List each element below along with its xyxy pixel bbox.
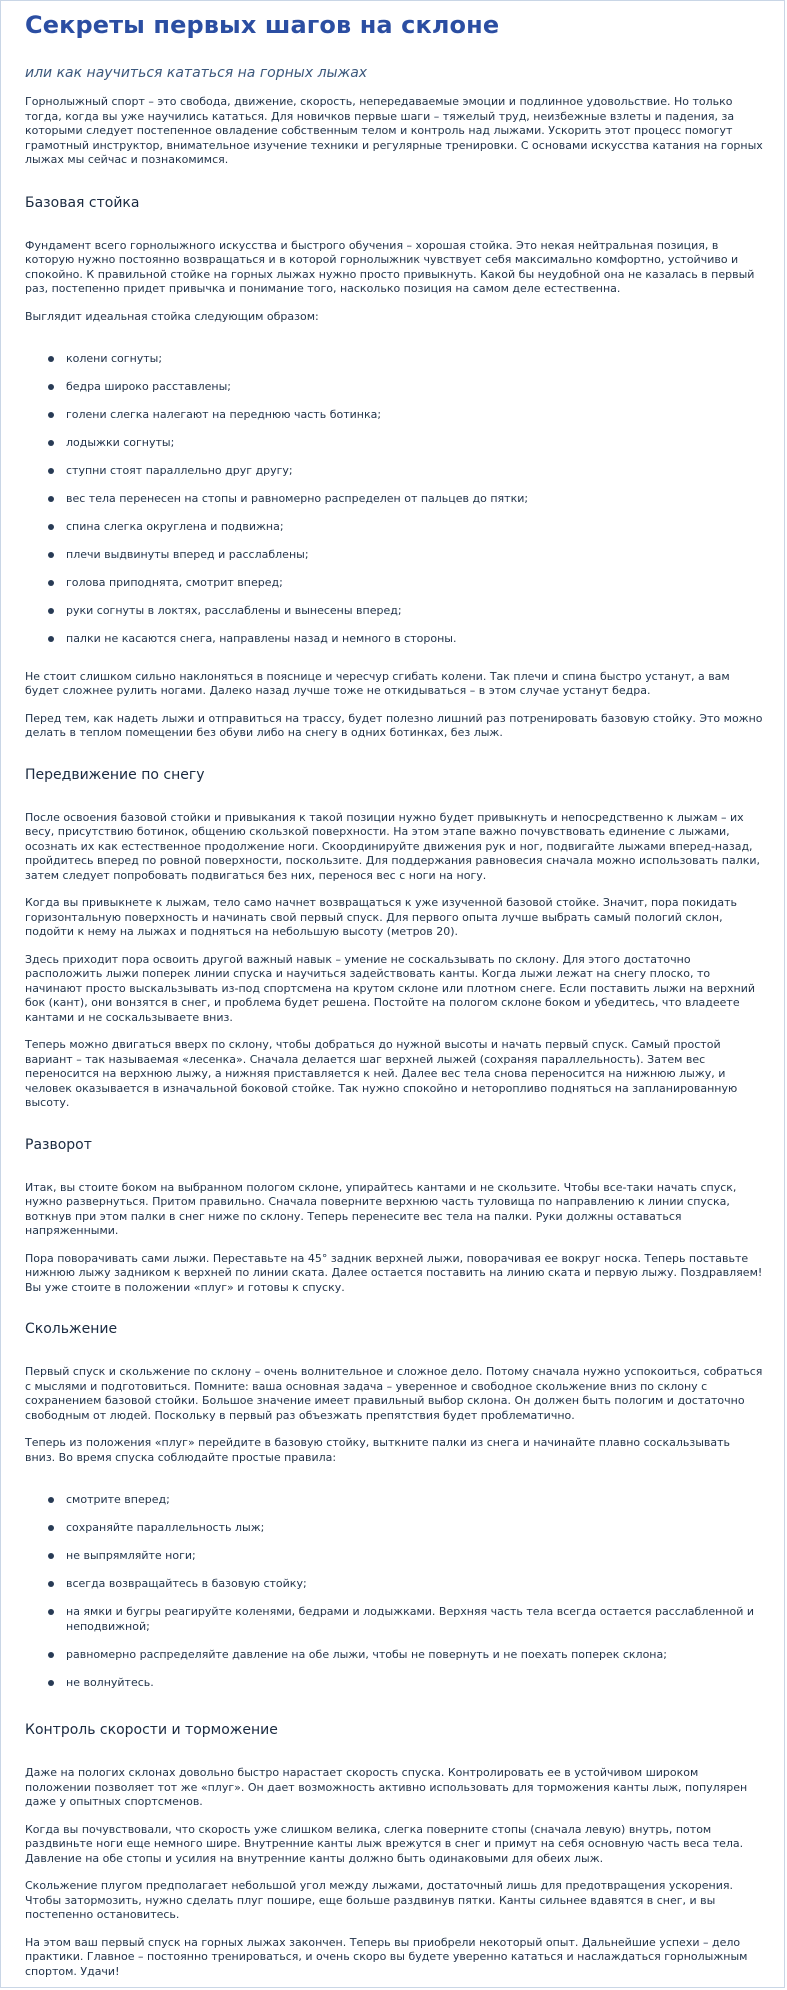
paragraph: Фундамент всего горнолыжного искусства и быстрого обучения – хорошая стойка. Это некая нейтральная позиция, в которую нужно постоянно возвращаться и в которой горнолыжник чувствует себя максимально комфортно, устойчиво и спокойно. К правильной стойке на горных лыжах нужно просто привыкнуть. Какой бы неудобной она не казалась в первый раз, постепенно придет привычка и понимание того, насколько позиция на самом деле естественна. xyxy=(25,238,755,295)
paragraph: Не стоит слишком сильно наклоняться в пояснице и чересчур сгибать колени. Так плечи и спина быстро устанут, а вам будет сложнее рулить ногами. Далеко назад лучше тоже не откидываться – в этом случае устанут бедра. xyxy=(25,669,730,697)
page-subtitle: или как научиться кататься на горных лыжах xyxy=(25,65,368,81)
paragraph: На этом ваш первый спуск на горных лыжах закончен. Теперь вы приобрели некоторый опыт. Дальнейшие успехи – дело практики. Главное – постоянно тренироваться, и очень скоро вы будете уверенно кататься и наслаждаться горнолыжным спортом. Удачи! xyxy=(25,1935,748,1978)
paragraph: Теперь из положения «плуг» перейдите в базовую стойку, выткните палки из снега и начинайте плавно соскальзывать вниз. Во время спуска соблюдайте простые правила: xyxy=(25,1436,731,1464)
paragraph: Скольжение плугом предполагает небольшой угол между лыжами, достаточный лишь для предотвращения ускорения. Чтобы затормозить, нужно сделать плуг пошире, еще больше раздвинув пятки. Канты сильнее вдавятся в снег, и вы постепенно остановитесь. xyxy=(25,1879,733,1921)
list-item: не волнуйтесь. xyxy=(63,1676,763,1691)
paragraph: Здесь приходит пора освоить другой важный навык – умение не соскальзывать по склону. Для этого достаточно расположить лыжи поперек линии спуска и научиться задействовать канты. Когда лыжи лежат на снегу плоско, то начинают просто выскальзывать из-под спортсмена на крутом склоне или плотном снеге. Если поставить лыжи на верхний бок (кант), они вонзятся в снег, и проблема будет решена. Постойте на пологом склоне боком и убедитесь, что владеете кантами и не соскальзываете вниз. xyxy=(25,952,756,1024)
list-item: смотрите вперед; xyxy=(63,1493,763,1508)
paragraph: Когда вы привыкнете к лыжам, тело само начнет возвращаться к уже изученной базовой стойке. Значит, пора покидать горизонтальную поверхность и начинать свой первый спуск. Для первого опыта лучше выбрать самый пологий склон, подойти к нему на лыжах и подняться на небольшую высоту (метров 20). xyxy=(25,896,738,938)
list-item: колени согнуты; xyxy=(63,352,763,367)
list-item: голени слегка налегают на переднюю часть ботинка; xyxy=(63,408,763,423)
stance-list xyxy=(25,352,763,647)
section-heading-glide: Скольжение xyxy=(25,1321,118,1337)
list-item: плечи выдвинуты вперед и расслаблены; xyxy=(63,548,763,563)
section-heading-braking: Контроль скорости и торможение xyxy=(25,1722,278,1738)
page-title: Секреты первых шагов на склоне xyxy=(25,11,500,39)
section-heading-movement: Передвижение по снегу xyxy=(25,766,205,783)
intro-paragraph: Горнолыжный спорт – это свобода, движение, скорость, непередаваемые эмоции и подлинное удовольствие. Но только тогда, когда вы уже научились кататься. Для новичков первые шаги – тяжелый труд, неизбежные взлеты и падения, за которыми следует постепенное овладение собственным телом и контроль над лыжами. Ускорить этот процесс помогут грамотный инструктор, внимательное изучение техники и регулярные тренировки. С основами искусства катания на горных лыжах мы сейчас и познакомимся. xyxy=(25,95,763,166)
paragraph: Итак, вы стоите боком на выбранном пологом склоне, упирайтесь кантами и не скользите. Чтобы все-таки начать спуск, нужно развернуться. Притом правильно. Сначала поверните верхнюю часть туловища по направлению к линии спуска, воткнув при этом палки в снег ниже по склону. Теперь перенесите вес тела на палки. Руки должны оставаться напряженными. xyxy=(25,1180,737,1237)
glide-rules-list xyxy=(25,1493,763,1690)
list-item: ступни стоят параллельно друг другу; xyxy=(63,464,763,479)
list-item: палки не касаются снега, направлены назад и немного в стороны. xyxy=(63,632,763,647)
list-item: на ямки и бугры реагируйте коленями, бедрами и лодыжками. Верхняя часть тела всегда остается расслабленной и неподвижной; xyxy=(63,1605,763,1634)
list-item: равномерно распределяйте давление на обе лыжи, чтобы не повернуть и не поехать поперек склона; xyxy=(63,1648,763,1663)
paragraph: Перед тем, как надеть лыжи и отправиться на трассу, будет полезно лишний раз потренировать базовую стойку. Это можно делать в теплом помещении без обуви либо на снегу в одних ботинках, без лыж. xyxy=(25,711,763,739)
paragraph: Первый спуск и скольжение по склону – очень волнительное и сложное дело. Потому сначала нужно успокоиться, собраться с мыслями и подготовиться. Помните: ваша основная задача – уверенное и свободное скольжение вниз по склону с сохранением базовой стойки. Большое значение имеет правильный выбор склона. Он должен быть пологим и достаточно свободным от людей. Поскольку в первый раз объезжать препятствия будет проблематично. xyxy=(25,1365,763,1422)
list-item: лодыжки согнуты; xyxy=(63,436,763,451)
section-heading-turn: Разворот xyxy=(25,1136,92,1153)
list-item: спина слегка округлена и подвижна; xyxy=(63,520,763,535)
list-item: вес тела перенесен на стопы и равномерно распределен от пальцев до пятки; xyxy=(63,492,763,507)
paragraph: Даже на пологих склонах довольно быстро нарастает скорость спуска. Контролировать ее в устойчивом широком положении позволяет тот же «плуг». Он дает возможность активно использовать для торможения канты лыж, популярен даже у опытных спортсменов. xyxy=(25,1766,748,1808)
paragraph: Когда вы почувствовали, что скорость уже слишком велика, слегка поверните стопы (сначала левую) внутрь, потом раздвиньте ноги еще немного шире. Внутренние канты лыж врежутся в снег и примут на себя основную часть веса тела. Давление на обе стопы и усилия на внутренние канты должно быть одинаковыми для обеих лыж. xyxy=(25,1822,744,1865)
paragraph: Выглядит идеальная стойка следующим образом: xyxy=(25,309,319,323)
list-item: голова приподнята, смотрит вперед; xyxy=(63,576,763,591)
section-heading-stance: Базовая стойка xyxy=(25,194,140,211)
paragraph: Пора поворачивать сами лыжи. Переставьте на 45° задник верхней лыжи, поворачивая ее вокруг носка. Теперь поставьте нижнюю лыжу задником к верхней по линии ската. Далее остается поставить на линию ската и первую лыжу. Поздравляем! Вы уже стоите в положении «плуг» и готовы к спуску. xyxy=(25,1251,763,1294)
list-item: всегда возвращайтесь в базовую стойку; xyxy=(63,1577,763,1592)
list-item: сохраняйте параллельность лыж; xyxy=(63,1521,763,1536)
paragraph: Теперь можно двигаться вверх по склону, чтобы добраться до нужной высоты и начать первый спуск. Самый простой вариант – так называемая «лесенка». Сначала делается шаг верхней лыжей (сохраняя параллельность). Затем вес переносится на верхнюю лыжу, а нижняя приставляется к ней. Далее вес тела снова переносится на нижнюю лыжу, и человек оказывается в изначальной боковой стойке. Так нужно спокойно и неторопливо подняться на запланированную высоту. xyxy=(25,1038,738,1109)
list-item: бедра широко расставлены; xyxy=(63,380,763,395)
list-item: руки согнуты в локтях, расслаблены и вынесены вперед; xyxy=(63,604,763,619)
list-item: не выпрямляйте ноги; xyxy=(63,1549,763,1564)
paragraph: После освоения базовой стойки и привыкания к такой позиции нужно будет привыкнуть и непосредственно к лыжам – их весу, присутствию ботинок, общению скользкой поверхности. На этом этапе важно почувствовать единение с лыжами, осознать их как естественное продолжение ноги. Скоординируйте движения рук и ног, подвигайте лыжами вперед-назад, пройдитесь вперед по ровной поверхности, поскользите. Для поддержания равновесия сначала можно использовать палки, затем следует попробовать подвигаться без них, перенося вес с ноги на ногу. xyxy=(25,810,761,882)
